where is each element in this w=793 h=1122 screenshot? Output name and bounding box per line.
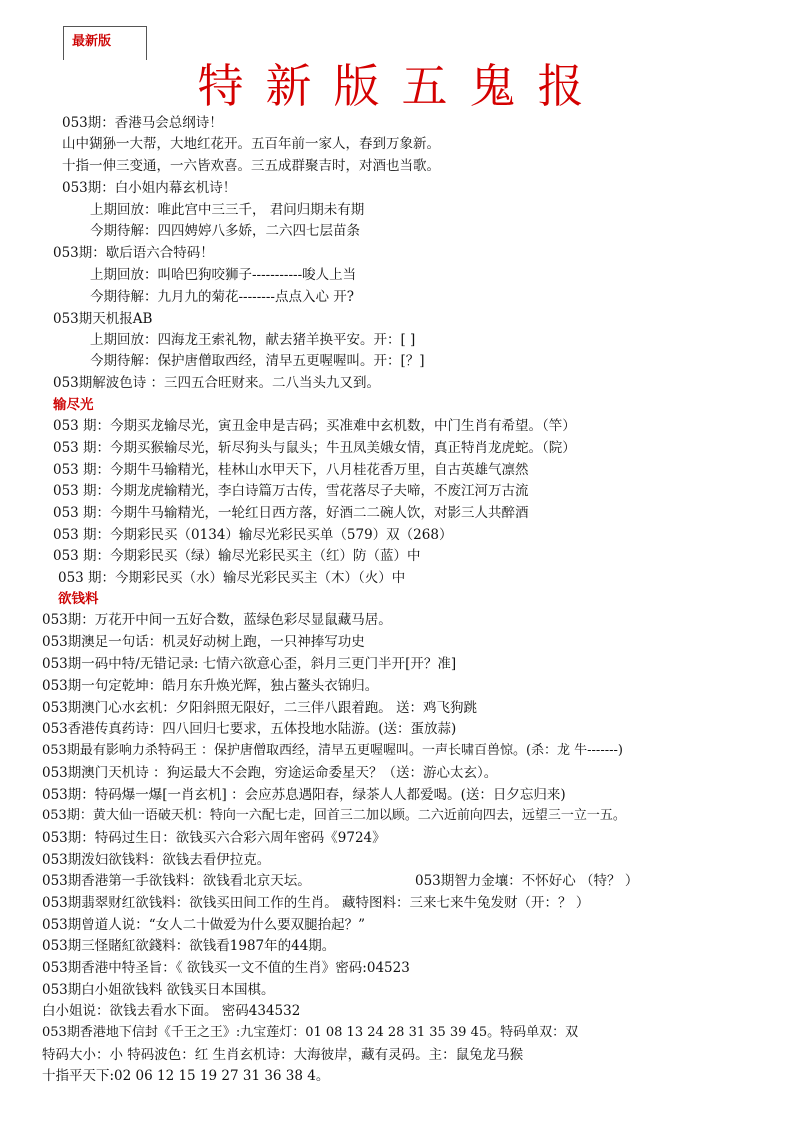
text-line: 053 期：今期买龙输尽光，寅丑金申是吉码；买准难中玄机数，中门生肖有希望。（竿） bbox=[53, 418, 576, 434]
text-line: 山中猢狲一大帮，大地红花开。五百年前一家人，春到万象新。 bbox=[62, 136, 440, 152]
text-line: 053期翡翠财红欲钱料：欲钱买田间工作的生肖。 藏特图料：三来七来牛兔发财（开：？ ） bbox=[42, 895, 590, 911]
text-line: 十指一伸三变通，一六皆欢喜。三五成群聚吉时，对酒也当歌。 bbox=[62, 158, 440, 174]
text-line: 053 期：今期牛马输精光，桂林山水甲天下，八月桂花香万里，自古英雄气凛然 bbox=[53, 462, 529, 478]
text-line: 十指平天下:02 06 12 15 19 27 31 36 38 4。 bbox=[42, 1068, 330, 1084]
text-line: 053 期：今期彩民买（水）输尽光彩民买主（木）（火）中 bbox=[58, 570, 406, 586]
text-line: 053 期：今期彩民买（绿）输尽光彩民买主（红）防（蓝）中 bbox=[53, 548, 421, 564]
text-line: 白小姐说：欲钱去看水下面。 密码434532 bbox=[42, 1003, 301, 1019]
text-line: 053 期：今期龙虎输精光，李白诗篇万古传，雪花落尽子夫啼，不废江河万古流 bbox=[53, 483, 529, 499]
text-line: 上期回放：四海龙王索礼物，献去猪羊换平安。开：[ ] bbox=[90, 332, 416, 348]
text-line: 053 期：今期买猴输尽光，斩尽狗头与鼠头；牛丑凤美娥女情，真正特肖龙虎蛇。（院） bbox=[53, 440, 576, 456]
text-line: 053期天机报AB bbox=[53, 311, 153, 327]
text-line: 053期香港第一手欲钱料：欲钱看北京天坛。 bbox=[42, 873, 311, 889]
text-line: 053期香港地下信封《千王之王》:九宝莲灯：01 08 13 24 28 31 35 39 45。特码单双：双 bbox=[42, 1025, 579, 1040]
text-line: 053期：黄大仙一语破天机：特向一六配七走，回首三二加以顾。二六近前向四去，远望三一立一五。 bbox=[42, 808, 626, 823]
text-line: 053期白小姐欲钱料 欲钱买日本国棋。 bbox=[42, 982, 275, 998]
text-line: 053 期：今期彩民买（0134）输尽光彩民买单（579）双（268） bbox=[53, 527, 453, 543]
text-line: 053期：特码爆一爆[一肖玄机] ：会应苏息遇阳春，绿茶人人都爱喝。(送：日夕忘归来) bbox=[42, 787, 566, 803]
text-line: 053期：歇后语六合特码！ bbox=[53, 245, 214, 261]
text-line: 特码大小：小 特码波色：红 生肖玄机诗：大海彼岸，藏有灵码。主：鼠兔龙马猴 bbox=[42, 1047, 524, 1063]
text-line: 053期澳门天机诗 ：狗运最大不会跑，穷途运命委星天？（送：游心太玄）。 bbox=[42, 765, 498, 781]
text-line: 053期解波色诗 ：三四五合旺财来。二八当头九又到。 bbox=[53, 375, 381, 391]
text-line: 053期曾道人说：“女人二十做爱为什么要双腿抬起？” bbox=[42, 917, 366, 933]
text-line: 053期一句定乾坤：皓月东升焕光辉，独占鳌头衣锦归。 bbox=[42, 678, 379, 694]
text-line: 053 期：今期牛马输精光，一轮红日西方落，好酒二二碗人饮，对影三人共醉酒 bbox=[53, 505, 529, 521]
text-line: 053期泼妇欲钱料：欲钱去看伊拉克。 bbox=[42, 852, 271, 868]
text-line: 今期待解：保护唐僧取西经，清早五更喔喔叫。开：[？] bbox=[90, 353, 425, 369]
text-line: 上期回放：唯此宫中三三千， 君问归期未有期 bbox=[90, 202, 365, 218]
text-line: 053期三怪賭紅欲錢料：欲钱看1987年的44期。 bbox=[42, 938, 336, 954]
page-title: 特新版五鬼报 bbox=[197, 59, 606, 113]
text-line: 053期：特码过生日：欲钱买六合彩六周年密码《9724》 bbox=[42, 830, 386, 846]
text-line: 053期澳足一句话：机灵好动树上跑，一只神捧写功史 bbox=[42, 634, 365, 650]
text-line: 053香港传真药诗：四八回归七要求，五体投地水陆游。(送：蛋放蒜) bbox=[42, 721, 457, 737]
edition-badge-label: 最新版 bbox=[72, 34, 112, 49]
text-line: 上期回放：叫哈巴狗咬狮子-----------唆人上当 bbox=[90, 267, 357, 283]
text-line: 053期：香港马会总纲诗！ bbox=[62, 115, 223, 131]
text-line: 今期待解：九月九的菊花--------点点入心 开? bbox=[90, 289, 355, 305]
text-line: 053期：万花开中间一五好合数，蓝绿色彩尽显鼠藏马居。 bbox=[42, 612, 392, 628]
text-line: 今期待解：四四娉婷八多娇，二六四七层苗条 bbox=[90, 223, 360, 239]
text-line: 053期最有影响力杀特码王 ：保护唐僧取西经，清早五更喔喔叫。一声长啸百兽惊。(杀：龙 牛-------) bbox=[42, 743, 623, 758]
section-title: 欲钱料 bbox=[58, 591, 99, 607]
text-line: 053期智力金壤：不怀好心 （特？ ） bbox=[415, 873, 639, 889]
text-line: 053期香港中特圣旨：《 欲钱买一文不值的生肖》密码:04523 bbox=[42, 960, 410, 976]
section-title: 输尽光 bbox=[53, 397, 94, 413]
text-line: 053期一码中特/无错记录: 七情六欲意心歪，斜月三更门半开[开？准] bbox=[42, 656, 457, 672]
text-line: 053期澳门心水玄机：夕阳斜照无限好，二三伴八跟着跑。 送：鸡飞狗跳 bbox=[42, 700, 478, 716]
text-line: 053期：白小姐内幕玄机诗！ bbox=[62, 180, 237, 196]
